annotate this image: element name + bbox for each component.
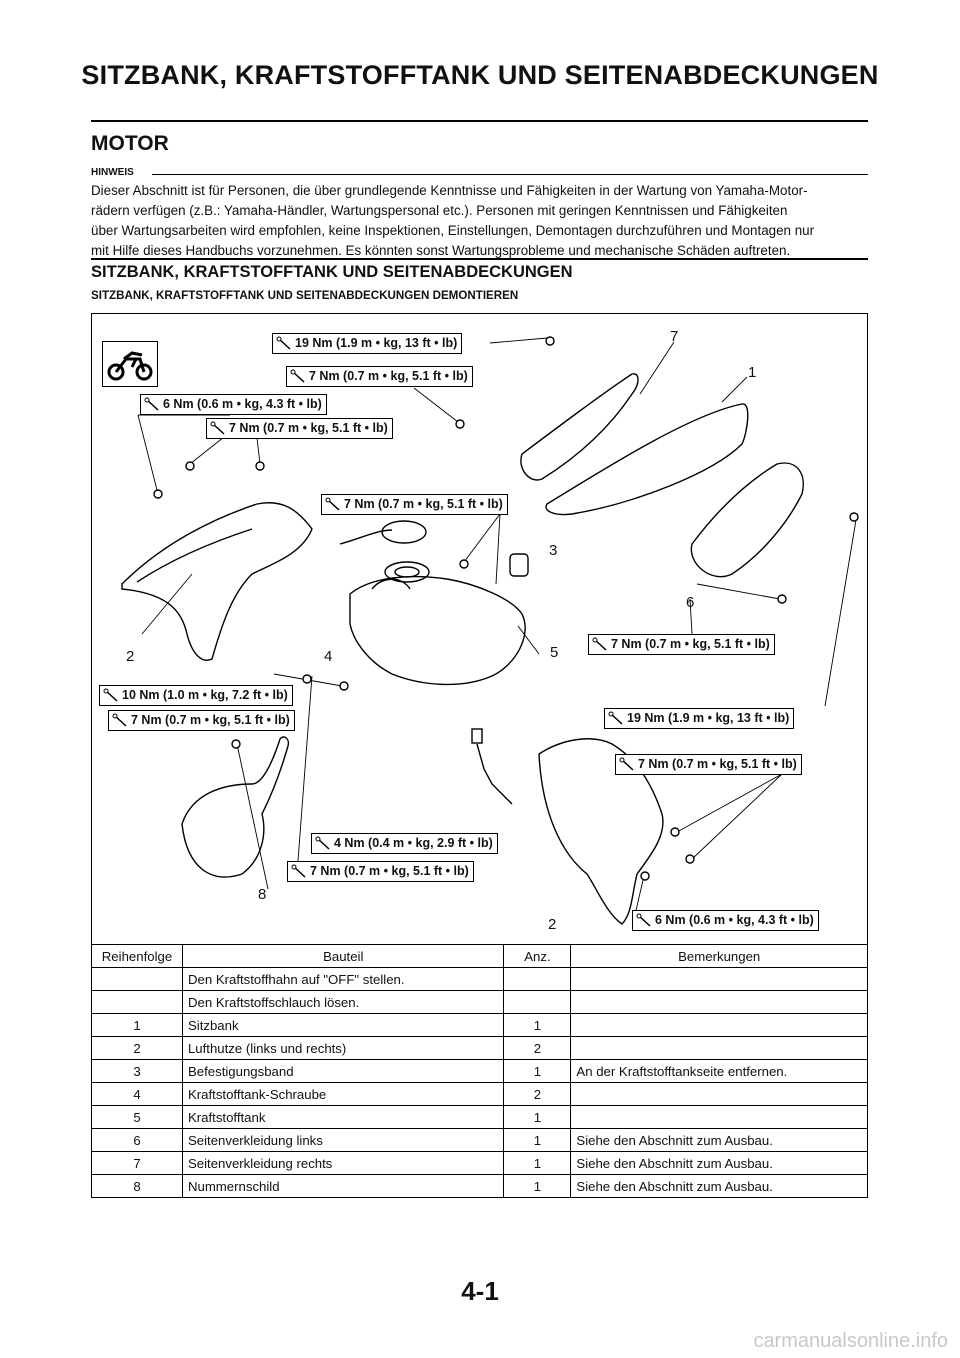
- exploded-view-figure: [91, 313, 868, 945]
- wrench-icon: [636, 913, 652, 928]
- callout-number: 8: [258, 886, 267, 903]
- table-row: 1 Sitzbank 1: [92, 1014, 868, 1037]
- table-row: 4 Kraftstofftank-Schraube 2: [92, 1083, 868, 1106]
- torque-label: 19 Nm (1.9 m • kg, 13 ft • lb): [272, 333, 462, 354]
- section-title: MOTOR: [91, 132, 169, 155]
- subsection-subtitle: SITZBANK, KRAFTSTOFFTANK UND SEITENABDECKUNGEN DEMONTIEREN: [91, 289, 519, 302]
- wrench-icon: [210, 421, 226, 436]
- note-end-rule: [91, 258, 868, 260]
- table-row: 5 Kraftstofftank 1: [92, 1106, 868, 1129]
- column-header: Reihenfolge: [92, 945, 183, 968]
- table-header-row: [92, 945, 868, 968]
- column-header: Anz.: [504, 945, 571, 968]
- callout-number: 2: [126, 648, 135, 665]
- wrench-icon: [112, 713, 128, 728]
- callout-number: 6: [686, 594, 695, 611]
- callout-number: 1: [748, 364, 757, 381]
- wrench-icon: [276, 336, 292, 351]
- note-line: Dieser Abschnitt ist für Personen, die über grundlegende Kenntnisse und Fähigkeiten in der Wartung von Yamaha-Motor-: [91, 183, 808, 198]
- table-row: Den Kraftstoffhahn auf "OFF" stellen.: [92, 968, 868, 991]
- callout-number: 4: [324, 648, 333, 665]
- page-header-title: SITZBANK, KRAFTSTOFFTANK UND SEITENABDECKUNGEN: [81, 60, 879, 90]
- subsection-title: SITZBANK, KRAFTSTOFFTANK UND SEITENABDECKUNGEN: [91, 263, 573, 281]
- wrench-icon: [291, 864, 307, 879]
- table-row: 7 Seitenverkleidung rechts 1 Siehe den Abschnitt zum Ausbau.: [92, 1152, 868, 1175]
- wrench-icon: [315, 836, 331, 851]
- wrench-icon: [290, 369, 306, 384]
- torque-label: 7 Nm (0.7 m • kg, 5.1 ft • lb): [206, 418, 393, 439]
- header-rule: [91, 120, 868, 122]
- torque-label: 7 Nm (0.7 m • kg, 5.1 ft • lb): [615, 754, 802, 775]
- table-row: 6 Seitenverkleidung links 1 Siehe den Abschnitt zum Ausbau.: [92, 1129, 868, 1152]
- parts-table: [91, 944, 868, 1198]
- wrench-icon: [619, 757, 635, 772]
- torque-label: 4 Nm (0.4 m • kg, 2.9 ft • lb): [311, 833, 498, 854]
- note-line: rädern verfügen (z.B.: Yamaha-Händler, Wartungspersonal etc.). Personen mit geringen Kenntnissen und Fähigkeiten: [91, 203, 788, 218]
- table-row: 8 Nummernschild 1 Siehe den Abschnitt zum Ausbau.: [92, 1175, 868, 1198]
- torque-label: 7 Nm (0.7 m • kg, 5.1 ft • lb): [108, 710, 295, 731]
- wrench-icon: [592, 637, 608, 652]
- note-divider: [152, 174, 868, 175]
- callout-number: 5: [550, 644, 559, 661]
- wrench-icon: [103, 688, 119, 703]
- torque-label: 19 Nm (1.9 m • kg, 13 ft • lb): [604, 708, 794, 729]
- callout-number: 3: [549, 542, 558, 559]
- watermark: carmanualsonline.info: [753, 1330, 948, 1352]
- page-number: 4-1: [461, 1276, 499, 1306]
- torque-label: 6 Nm (0.6 m • kg, 4.3 ft • lb): [140, 394, 327, 415]
- torque-label: 10 Nm (1.0 m • kg, 7.2 ft • lb): [99, 685, 293, 706]
- wrench-icon: [144, 397, 160, 412]
- callout-number: 7: [670, 328, 679, 345]
- wrench-icon: [608, 711, 624, 726]
- column-header: Bemerkungen: [571, 945, 868, 968]
- torque-label: 7 Nm (0.7 m • kg, 5.1 ft • lb): [286, 366, 473, 387]
- torque-label: 7 Nm (0.7 m • kg, 5.1 ft • lb): [321, 494, 508, 515]
- column-header: Bauteil: [182, 945, 504, 968]
- torque-label: 7 Nm (0.7 m • kg, 5.1 ft • lb): [588, 634, 775, 655]
- table-row: Den Kraftstoffschlauch lösen.: [92, 991, 868, 1014]
- callout-number: 2: [548, 916, 557, 933]
- note-line: mit Hilfe dieses Handbuchs vorzunehmen. Es könnten sonst Wartungsprobleme und mechanische Schäden auftreten.: [91, 243, 791, 258]
- table-row: 3 Befestigungsband 1 An der Kraftstofftankseite entfernen.: [92, 1060, 868, 1083]
- note-line: über Wartungsarbeiten wird empfohlen, keine Inspektionen, Einstellungen, Demontagen durchzuführen und Montagen nur: [91, 223, 815, 238]
- note-text: [91, 181, 871, 261]
- torque-label: 7 Nm (0.7 m • kg, 5.1 ft • lb): [287, 861, 474, 882]
- note-label: HINWEIS: [91, 167, 134, 178]
- motorcycle-icon: [102, 341, 158, 387]
- table-row: 2 Lufthutze (links und rechts) 2: [92, 1037, 868, 1060]
- torque-label: 6 Nm (0.6 m • kg, 4.3 ft • lb): [632, 910, 819, 931]
- wrench-icon: [325, 497, 341, 512]
